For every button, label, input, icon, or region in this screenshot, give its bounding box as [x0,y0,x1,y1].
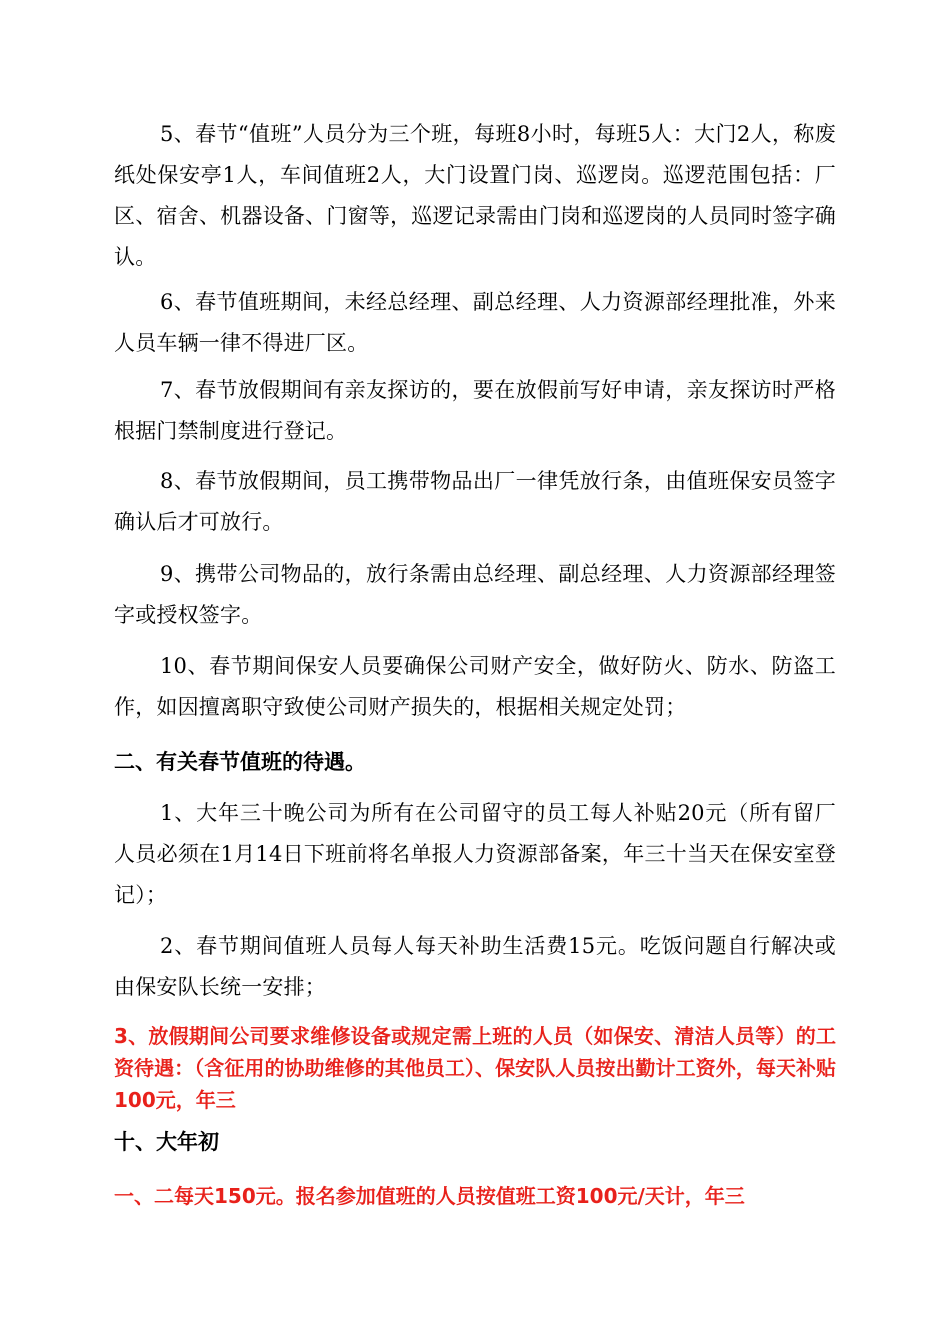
paragraph-item-10: 10、春节期间保安人员要确保公司财产安全，做好防火、防水、防盗工作，如因擅离职守致使公司财产损失的，根据相关规定处罚； [114,654,836,719]
paragraph-item-6: 6、春节值班期间，未经总经理、副总经理、人力资源部经理批准，外来人员车辆一律不得进厂区。 [114,290,836,355]
paragraph-item-5: 5、春节“值班”人员分为三个班，每班8小时，每班5人：大门2人，称废纸处保安亭1人，车间值班2人，大门设置门岗、巡逻岗。巡逻范围包括：厂区、宿舍、机器设备、门窗等，巡逻记录需由门岗和巡逻岗的人员同时签字确认。 [114,122,836,269]
paragraph-treatment-1: 1、大年三十晚公司为所有在公司留守的员工每人补贴20元（所有留厂人员必须在1月14日下班前将名单报人力资源部备案，年三十当天在保安室登记）； [114,801,836,907]
highlighted-paragraph-new-year: 一、二每天150元。报名参加值班的人员按值班工资100元/天计，年三 [114,1184,745,1208]
paragraph-item-9: 9、携带公司物品的，放行条需由总经理、副总经理、人力资源部经理签字或授权签字。 [114,562,836,627]
paragraph-treatment-2: 2、春节期间值班人员每人每天补助生活费15元。吃饭问题自行解决或由保安队长统一安排； [114,934,836,999]
section-heading-new-year: 十、大年初 [114,1130,219,1154]
highlighted-paragraph-treatment-3: 3、放假期间公司要求维修设备或规定需上班的人员（如保安、清洁人员等）的工资待遇：（含征用的协助维修的其他员工）、保安队人员按出勤计工资外，每天补贴100元，年三 [114,1024,836,1112]
section-heading-treatment: 二、有关春节值班的待遇。 [114,750,366,774]
paragraph-item-7: 7、春节放假期间有亲友探访的，要在放假前写好申请，亲友探访时严格根据门禁制度进行登记。 [114,378,836,443]
paragraph-item-8: 8、春节放假期间，员工携带物品出厂一律凭放行条，由值班保安员签字确认后才可放行。 [114,469,836,534]
